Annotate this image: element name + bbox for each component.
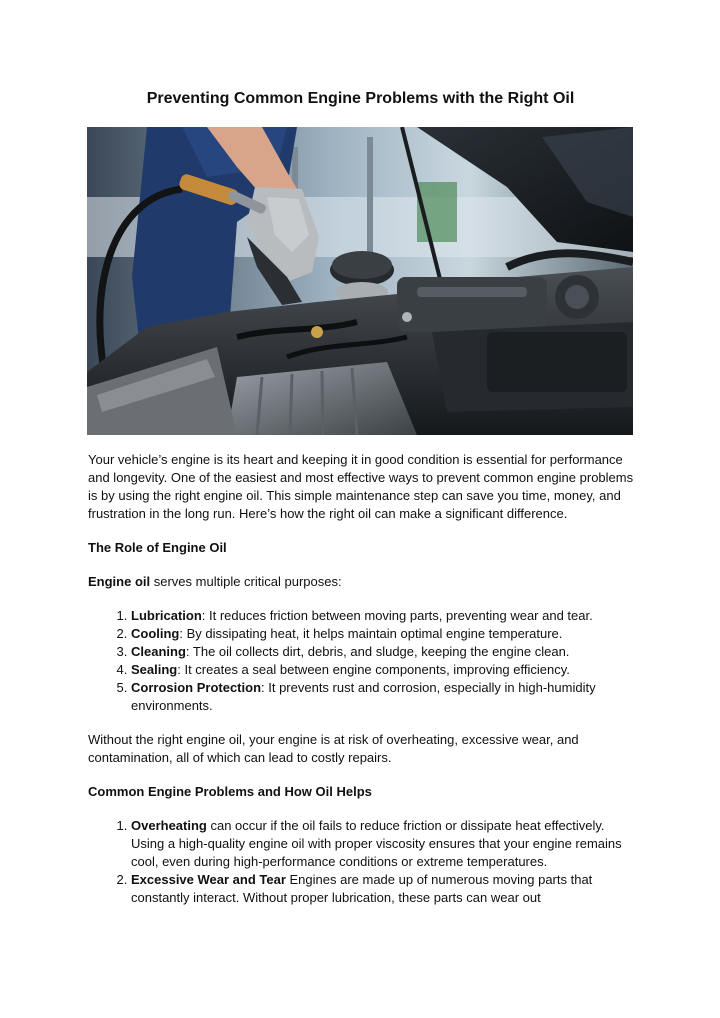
engine-oil-purposes-list xyxy=(88,607,636,715)
list-item xyxy=(131,817,636,871)
list-item-term: Corrosion Protection xyxy=(131,680,262,695)
list-item-term: Sealing xyxy=(131,662,178,677)
list-item-text: : It creates a seal between engine components, improving efficiency. xyxy=(177,662,570,677)
list-item xyxy=(131,625,636,643)
list-item-text: : By dissipating heat, it helps maintain optimal engine temperature. xyxy=(179,626,563,641)
engine-problems-list xyxy=(88,817,636,907)
list-item xyxy=(131,607,636,625)
list-item xyxy=(131,679,636,715)
page-title: Preventing Common Engine Problems with the Right Oil xyxy=(146,90,575,107)
list-item xyxy=(131,871,636,907)
list-item xyxy=(131,643,636,661)
list-item-term: Cleaning xyxy=(131,644,186,659)
list-item-term: Lubrication xyxy=(131,608,202,623)
list-item-text: : It reduces friction between moving parts, preventing wear and tear. xyxy=(201,608,593,623)
section1-closing-paragraph: Without the right engine oil, your engine is at risk of overheating, excessive wear, and contamination, all of which can lead to costly repairs. xyxy=(88,732,579,765)
section1-lead xyxy=(88,573,636,591)
list-item-text: : The oil collects dirt, debris, and sludge, keeping the engine clean. xyxy=(185,644,570,659)
list-item-text: Engines are made up of numerous moving parts that constantly interact. Without proper lubrication, these parts can wear out xyxy=(131,872,593,905)
section1-lead-text: serves multiple critical purposes: xyxy=(150,574,342,589)
section-heading-role-of-engine-oil: The Role of Engine Oil xyxy=(88,540,227,555)
section-heading-common-engine-problems: Common Engine Problems and How Oil Helps xyxy=(88,784,372,799)
intro-paragraph: Your vehicle’s engine is its heart and keeping it in good condition is essential for performance and longevity. One of the easiest and most effective ways to prevent common engine problems is by using the right engine oil. This simple maintenance step can save you time, money, and frustration in the long run. Here’s how the right oil can make a significant difference. xyxy=(88,452,634,521)
list-item-term: Excessive Wear and Tear xyxy=(131,872,286,887)
list-item-text: can occur if the oil fails to reduce friction or dissipate heat effectively. Using a high-quality engine oil with proper viscosity ensures that your engine remains cool, even during high-performance conditions or extreme temperatures. xyxy=(131,818,622,869)
hero-image-mechanic-pouring-oil xyxy=(87,127,633,435)
article-body xyxy=(88,451,636,923)
list-item-term: Cooling xyxy=(131,626,180,641)
list-item-term: Overheating xyxy=(131,818,207,833)
section1-lead-bold: Engine oil xyxy=(88,574,151,589)
list-item xyxy=(131,661,636,679)
list-item-text: : It prevents rust and corrosion, especially in high-humidity environments. xyxy=(131,680,596,713)
